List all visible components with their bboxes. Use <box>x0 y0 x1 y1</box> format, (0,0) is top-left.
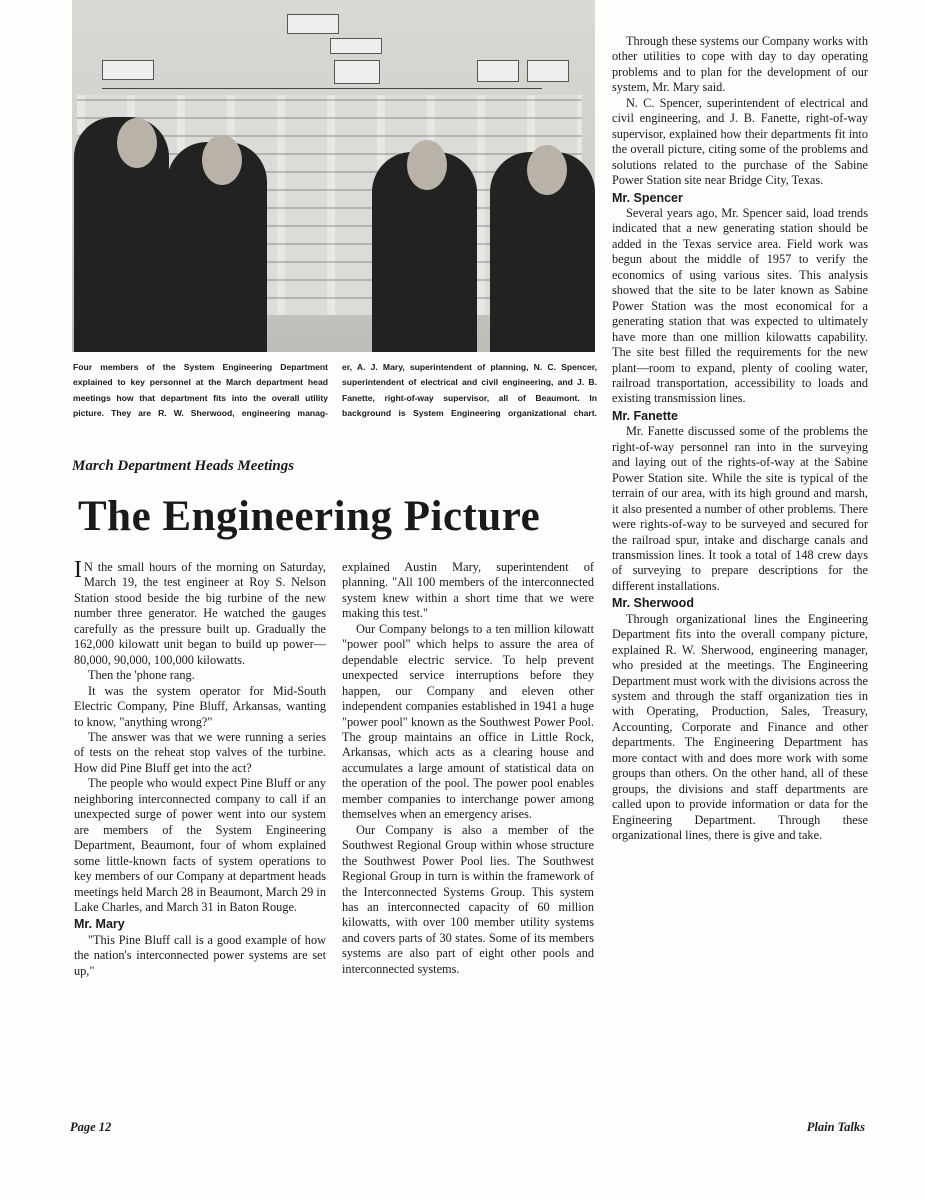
paragraph: Several years ago, Mr. Spencer said, load trends indicated that a new generating station should be added in the Texas service area. Field work was begun about the middle of 1957 to verify the economics of using various sites. This analysis showed that the site to be later known as Sabine Power Station was the most economical for a generating station that was expected to ultimately have more than one million kilowatts capability. The site best filled the requirements for the new plant—room to expand, plenty of cooling water, railroad transportation, accessibility to loads and existing transmission lines. <box>612 205 868 406</box>
org-chart-line <box>102 88 542 89</box>
paragraph: Our Company is also a member of the Southwest Regional Group within whose structure the Southwest Power Pool lies. The Southwest Regional Group in turn is within the framework of the Interconnected Systems Group. This system has an interconnected capacity of 60 million kilowatts, with over 100 member utility systems and covers parts of 30 states. Some of its members systems are also part of eight other pools and interconnected systems. <box>342 822 594 976</box>
paragraph: "This Pine Bluff call is a good example of how the nation's interconnected power systems are set up," <box>74 932 326 978</box>
photo-caption-right: er, A. J. Mary, superintendent of planning, N. C. Spencer, superintendent of electrical and civil engineering, and J. B. Fanette, right-of-way supervisor, all of Beaumont. In background is System Engineering organizational chart. <box>342 362 597 418</box>
paragraph: Our Company belongs to a ten million kilowatt "power pool" which helps to assure the area of dependable electric service. To help prevent unexpected service interruptions before they happen, our Company and eleven other independent companies established in 1941 a huge "power pool" known as the Southwest Power Pool. The group maintains an office in Little Rock, Arkansas, which acts as a clearing house and accumulates a large amount of statistical data on the operation of the pool. The power pool enables member companies to interchange power among themselves when an emergency arises. <box>342 621 594 822</box>
photo-caption-left: Four members of the System Engineering Department explained to key personnel at the March department head meetings how that department fits into the overall utility picture. They are R. W. Sherwood, engineering manag- <box>73 362 328 418</box>
paragraph: The people who would expect Pine Bluff or any neighboring interconnected company to call if an unexpected surge of power went into our system are members of the System Engineering Department, Beaumont, four of whom explained some little-known facts of system operations to key members of our Company at department heads meetings held March 28 in Beaumont, March 29 in Lake Charles, and March 31 in Baton Rouge. <box>74 776 326 914</box>
photo-engineering-staff <box>72 0 595 352</box>
paragraph: Then the 'phone rang. <box>88 668 195 683</box>
paragraph: explained Austin Mary, superintendent of planning. "All 100 members of the interconnected system knew within a short time that we were making this test." <box>342 560 594 621</box>
paragraph: Mr. Fanette discussed some of the problems the right-of-way personnel ran into in the surveying and laying out of the rights-of-way at the Sabine Power Station site. While the site is typical of the terrain of our area, with its high ground and marsh, it also presented a number of other problems. There were rights-of-way to be surveyed and secured for the railroad spur, intake and discharge canals and transmission lines. It took a total of 148 crew days of surveying to prepare descriptions for the different installations. <box>612 424 868 593</box>
column-1 <box>74 557 326 979</box>
paragraph <box>74 557 326 668</box>
subhead: Mr. Sherwood <box>612 596 694 611</box>
org-chart-box <box>287 14 339 34</box>
page-number: Page 12 <box>70 1120 112 1134</box>
paragraph: N. C. Spencer, superintendent of electrical and civil engineering, and J. B. Fanette, right-of-way supervisor, explained how their departments fit into the overall picture, citing some of the problems and solutions related to the purchase of the Sabine Power Station site near Bridge City, Texas. <box>612 95 868 188</box>
kicker: March Department Heads Meetings <box>72 458 295 474</box>
drop-cap: I <box>74 557 82 583</box>
subhead: Mr. Mary <box>74 917 125 932</box>
paragraph: Through organizational lines the Engineering Department fits into the overall company picture, explained R. W. Sherwood, engineering manager, who presided at the meetings. The Engineering Department must work with the divisions across the system and through the staff organization ties in with Operating, Production, Sales, Treasury, Accounting, Corporate and Finance and other departments. The Engineering Department has more contact with and does more work with some groups than others. On the other hand, all of these groups, the divisions and staff departments are called upon to provide information or data for the Engineering Department. Through these organizational lines, there is give and take. <box>612 611 868 843</box>
paragraph: Through these systems our Company works with other utilities to cope with day to day operating problems and to plan for the development of our system, Mr. Mary said. <box>612 34 868 95</box>
org-chart-box <box>477 60 519 82</box>
org-chart-box <box>330 38 382 54</box>
publication-name: Plain Talks <box>806 1120 865 1134</box>
person-head <box>407 140 447 190</box>
paragraph: The answer was that we were running a series of tests on the reheat stop valves of the turbine. How did Pine Bluff get into the act? <box>74 729 326 775</box>
column-3 <box>612 34 868 844</box>
person-head <box>202 135 242 185</box>
subhead: Mr. Fanette <box>612 408 678 423</box>
person-head <box>117 118 157 168</box>
paragraph-text: N the small hours of the morning on Saturday, March 19, the test engineer at Roy S. Nelson Station stood beside the big turbine of the new number three generator. He watched the gauges carefully as the pressure built up. Gradually the 162,000 kilowatt unit began to build up power—80,000, 90,000, 100,000 kilowatts. <box>74 560 326 667</box>
org-chart-box <box>102 60 154 80</box>
article-title: The Engineering Picture <box>78 493 541 540</box>
paragraph: It was the system operator for Mid-South Electric Company, Pine Bluff, Arkansas, wanting to know, "anything wrong?" <box>74 683 326 729</box>
org-chart-box <box>527 60 569 82</box>
subhead: Mr. Spencer <box>612 190 683 205</box>
org-chart-box <box>334 60 380 84</box>
column-2 <box>342 560 594 977</box>
person-head <box>527 145 567 195</box>
